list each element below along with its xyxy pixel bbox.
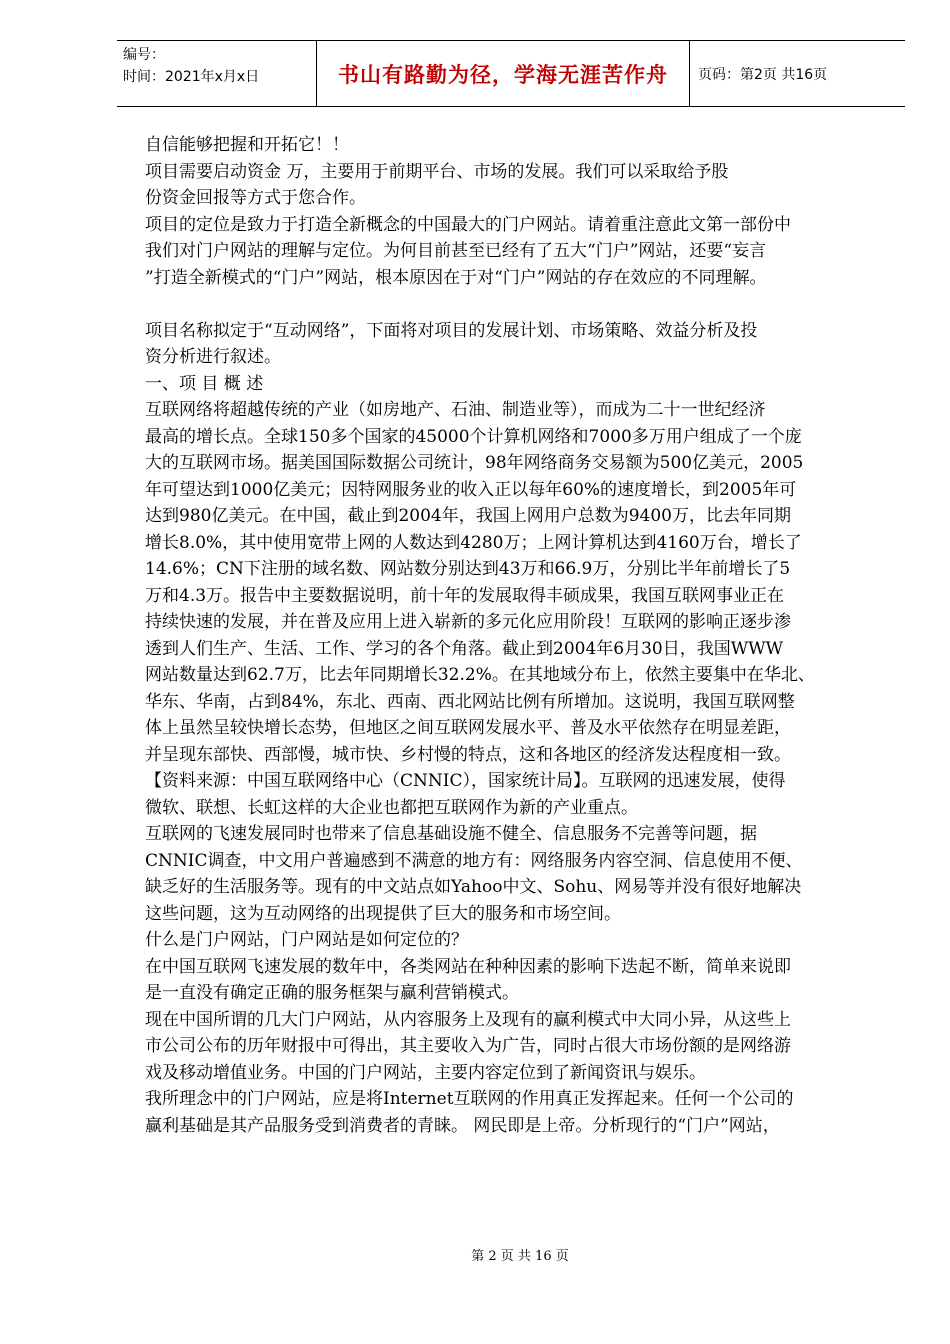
body-line: 项目的定位是致力于打造全新概念的中国最大的门户网站。请着重注意此文第一部份中 bbox=[145, 214, 791, 235]
page-footer bbox=[0, 1245, 950, 1264]
body-line: 大的互联网市场。据美国国际数据公司统计，98年网络商务交易额为500亿美元，2005 bbox=[145, 453, 804, 473]
body-line: 微软、联想、长虹这样的大企业也都把互联网作为新的产业重点。 bbox=[145, 797, 638, 818]
body-line: 这些问题，这为互动网络的出现提供了巨大的服务和市场空间。 bbox=[145, 903, 621, 924]
body-line: 项目名称拟定于“互动网络”，下面将对项目的发展计划、市场策略、效益分析及投 bbox=[145, 320, 758, 341]
body-line: 份资金回报等方式于您合作。 bbox=[145, 188, 366, 208]
body-line: 互联网的飞速发展同时也带来了信息基础设施不健全、信息服务不完善等问题，据 bbox=[145, 824, 757, 844]
page-code-text: 页码：第2页 共16页 bbox=[698, 66, 828, 83]
header-page-code bbox=[690, 41, 905, 106]
body-line: 什么是门户网站，门户网站是如何定位的？ bbox=[145, 930, 468, 950]
body-line: 互联网络将超越传统的产业（如房地产、石油、制造业等），而成为二十一世纪经济 bbox=[145, 400, 766, 420]
body-line: 市公司公布的历年财报中可得出，其主要收入为广告，同时占很大市场份额的是网络游 bbox=[145, 1036, 791, 1056]
body-line: 在中国互联网飞速发展的数年中，各类网站在种种因素的影响下迭起不断，简单来说即 bbox=[145, 956, 791, 977]
document-body bbox=[145, 132, 885, 1139]
page-header bbox=[117, 40, 905, 107]
body-line: 【资料来源：中国互联网络中心（CNNIC），国家统计局】。互联网的迅速发展，使得 bbox=[145, 771, 786, 791]
body-line: 一、项 目 概 述 bbox=[145, 373, 264, 394]
body-line: 最高的增长点。全球150多个国家的45000个计算机网络和7000多万用户组成了一个庞 bbox=[145, 426, 802, 447]
motto-text: 书山有路勤为径，学海无涯苦作舟 bbox=[338, 62, 668, 87]
body-line: 达到980亿美元。在中国，截止到2004年，我国上网用户总数为9400万，比去年同期 bbox=[145, 506, 791, 526]
body-line: 持续快速的发展，并在普及应用上进入崭新的多元化应用阶段！互联网的影响正逐步渗 bbox=[145, 612, 791, 632]
body-line: 增长8.0%，其中使用宽带上网的人数达到4280万；上网计算机达到4160万台，增长了 bbox=[145, 532, 802, 553]
body-line: 万和4.3万。报告中主要数据说明，前十年的发展取得丰硕成果，我国互联网事业正在 bbox=[145, 585, 785, 606]
body-line: 戏及移动增值业务。中国的门户网站，主要内容定位到了新闻资讯与娱乐。 bbox=[145, 1062, 706, 1083]
body-line: 透到人们生产、生活、工作、学习的各个角落。截止到2004年6月30日，我国WWW bbox=[145, 638, 784, 659]
body-line: CNNIC调查，中文用户普遍感到不满意的地方有：网络服务内容空洞、信息使用不便、 bbox=[145, 850, 803, 871]
body-line: 自信能够把握和开拓它！！ bbox=[145, 135, 349, 155]
header-info bbox=[117, 41, 316, 106]
number-label: 编号： bbox=[123, 47, 165, 63]
body-line: 资分析进行叙述。 bbox=[145, 347, 281, 367]
body-line: 现在中国所谓的几大门户网站，从内容服务上及现有的赢利模式中大同小异，从这些上 bbox=[145, 1009, 791, 1030]
time-label: 时间：2021年x月x日 bbox=[123, 69, 260, 85]
header-motto bbox=[316, 41, 690, 106]
footer-page-number: 第 2 页 共 16 页 bbox=[471, 1249, 569, 1264]
body-line: 年可望达到1000亿美元；因特网服务业的收入正以每年60%的速度增长，到2005年可 bbox=[145, 479, 797, 500]
body-line: 赢利基础是其产品服务受到消费者的青睐。 网民即是上帝。分析现行的“门户”网站， bbox=[145, 1115, 780, 1136]
body-line: ”打造全新模式的“门户”网站，根本原因在于对“门户”网站的存在效应的不同理解。 bbox=[145, 267, 767, 288]
body-line: 并呈现东部快、西部慢，城市快、乡村慢的特点，这和各地区的经济发达程度相一致。 bbox=[145, 744, 791, 765]
body-line: 我所理念中的门户网站，应是将Internet互联网的作用真正发挥起来。任何一个公司的 bbox=[145, 1089, 794, 1109]
body-line: 是一直没有确定正确的服务框架与赢利营销模式。 bbox=[145, 983, 519, 1003]
body-line: 网站数量达到62.7万，比去年同期增长32.2%。在其地域分布上，依然主要集中在华北、 bbox=[145, 665, 815, 685]
body-line: 华东、华南，占到84%，东北、西南、西北网站比例有所增加。这说明，我国互联网整 bbox=[145, 691, 795, 712]
body-line: 我们对门户网站的理解与定位。为何目前甚至已经有了五大“门户”网站，还要“妄言 bbox=[145, 241, 767, 261]
body-line: 缺乏好的生活服务等。现有的中文站点如Yahoo中文、Sohu、网易等并没有很好地解决 bbox=[145, 877, 802, 897]
body-line: 14.6%；CN下注册的域名数、网站数分别达到43万和66.9万，分别比半年前增长了5 bbox=[145, 559, 791, 579]
body-line: 项目需要启动资金 万，主要用于前期平台、市场的发展。我们可以采取给予股 bbox=[145, 161, 729, 182]
body-line: 体上虽然呈较快增长态势，但地区之间互联网发展水平、普及水平依然存在明显差距， bbox=[145, 718, 791, 738]
blank-line bbox=[145, 291, 885, 318]
